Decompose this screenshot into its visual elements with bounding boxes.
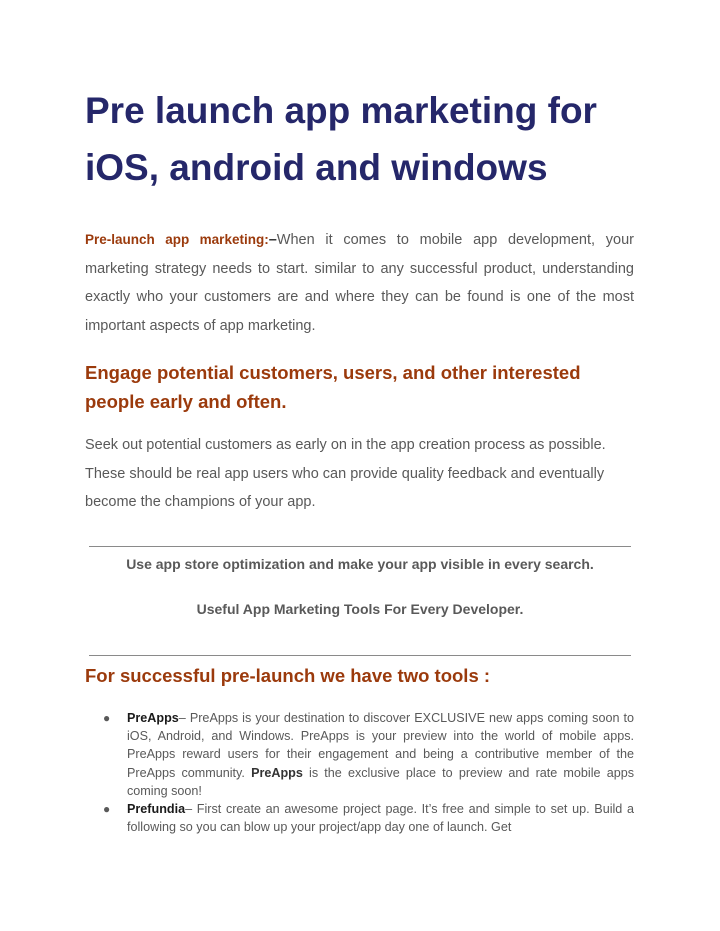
tool-name: Prefundia xyxy=(127,802,186,817)
divider-top xyxy=(89,546,631,547)
title-line-2: iOS, android and windows xyxy=(85,147,548,188)
engage-heading xyxy=(85,358,645,416)
engage-heading-line-1: Engage potential customers, users, and other interested xyxy=(85,362,581,383)
intro-paragraph xyxy=(85,226,634,340)
list-item-preapps xyxy=(100,709,634,800)
intro-text: When it comes to mobile app development, your marketing strategy needs to start. similar to any successful product, understanding exactly who your customers are and where they can be found is one of the most important aspects of app marketing. xyxy=(85,232,634,334)
tools-list xyxy=(100,709,634,836)
tool-description: – First create an awesome project page. It’s free and simple to set up. Build a following so you can blow up your project/app day one of launch. Get xyxy=(127,802,634,835)
tool-description: – PreApps is your destination to discover EXCLUSIVE new apps coming soon to iOS, Android, and Windows. PreApps is your preview into the world of mobile apps. PreApps reward users for their engagement and being a contributive member of the PreApps community. xyxy=(127,711,634,780)
bullet-dot-icon: ● xyxy=(103,802,111,817)
engage-paragraph: Seek out potential customers as early on in the app creation process as possible. These should be real app users who can provide quality feedback and eventually become the champions of your app. xyxy=(85,437,606,511)
useful-tools-line: Useful App Marketing Tools For Every Developer. xyxy=(196,601,524,617)
list-item-prefundia xyxy=(100,800,634,836)
page-title xyxy=(85,82,645,196)
tool-name: PreApps xyxy=(127,711,179,725)
tool-emphasis: PreApps xyxy=(251,765,303,780)
bullet-dot-icon: ● xyxy=(103,711,111,725)
title-line-1: Pre launch app marketing for xyxy=(85,90,597,131)
intro-dash: – xyxy=(268,232,277,248)
aso-line: Use app store optimization and make your app visible in every search. xyxy=(126,556,594,572)
engage-heading-line-2: people early and often. xyxy=(85,391,287,412)
tool-description-end: is the exclusive place to preview and rate mobile apps coming soon! xyxy=(127,765,635,798)
tools-heading: For successful pre-launch we have two tools : xyxy=(85,665,491,686)
intro-lead: Pre-launch app marketing: xyxy=(85,232,269,247)
divider-bottom xyxy=(89,655,631,656)
